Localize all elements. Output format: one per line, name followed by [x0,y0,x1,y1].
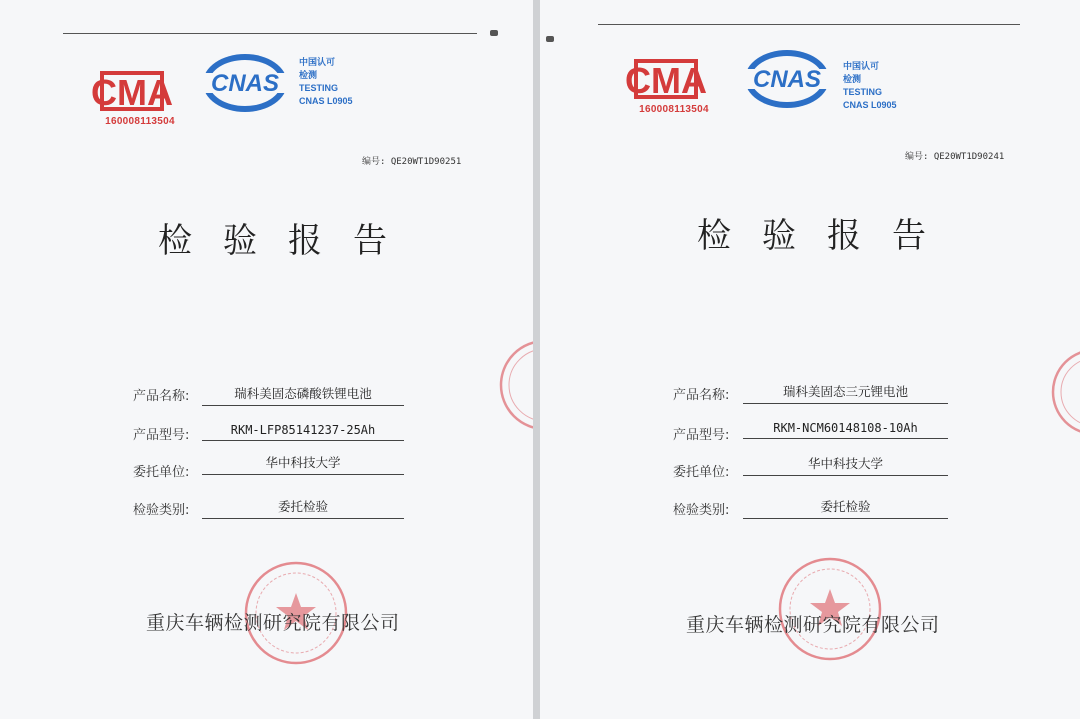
svg-text:CNAS: CNAS [210,70,280,97]
svg-text:CMA: CMA [91,72,173,113]
cma-logo [88,68,192,128]
field-label-inspection-type: 检验类别: [133,503,190,518]
field-label-product-name: 产品名称: [133,389,190,404]
field-value-model: RKM-NCM60148108-10Ah [743,421,948,439]
field-label-product-name: 产品名称: [673,388,730,403]
seal-stamp-partial [1050,345,1080,440]
report-number: 编号: QE20WT1D90241 [905,152,1005,162]
cnas-logo [202,52,292,114]
institute-name: 重庆车辆检测研究院有限公司 [146,612,400,634]
report-title: 检验报告 [697,216,957,256]
institute-name: 重庆车辆检测研究院有限公司 [686,614,940,636]
field-value-client: 华中科技大学 [743,454,948,476]
field-label-model: 产品型号: [133,428,190,443]
svg-text:CMA: CMA [625,60,707,101]
report-page-left [0,0,533,719]
cnas-text: 中国认可 检测 TESTING CNAS L0905 [843,61,897,110]
cnas-logo [744,48,834,110]
field-value-product-name: 瑞科美固态三元锂电池 [743,382,948,404]
company-seal-stamp [777,556,883,662]
field-value-model: RKM-LFP85141237-25Ah [202,423,404,441]
report-title: 检验报告 [158,221,418,261]
field-label-client: 委托单位: [133,465,190,480]
field-label-inspection-type: 检验类别: [673,503,730,518]
corner-mark [546,36,554,42]
cnas-text: 中国认可 检测 TESTING CNAS L0905 [299,57,353,106]
field-value-inspection-type: 委托检验 [202,497,404,519]
svg-text:CNAS: CNAS [752,66,822,93]
field-value-client: 华中科技大学 [202,453,404,475]
corner-mark [490,30,498,36]
report-number: 编号: QE20WT1D90251 [362,157,462,167]
top-rule [63,33,477,34]
field-label-model: 产品型号: [673,428,730,443]
field-value-product-name: 瑞科美固态磷酸铁锂电池 [202,384,404,406]
field-label-client: 委托单位: [673,465,730,480]
cma-number: 160008113504 [105,116,175,127]
cma-number: 160008113504 [639,104,709,115]
field-value-inspection-type: 委托检验 [743,497,948,519]
report-page-right [540,0,1080,719]
cma-logo [622,56,726,116]
top-rule [598,24,1020,25]
seal-stamp-partial [495,335,533,435]
